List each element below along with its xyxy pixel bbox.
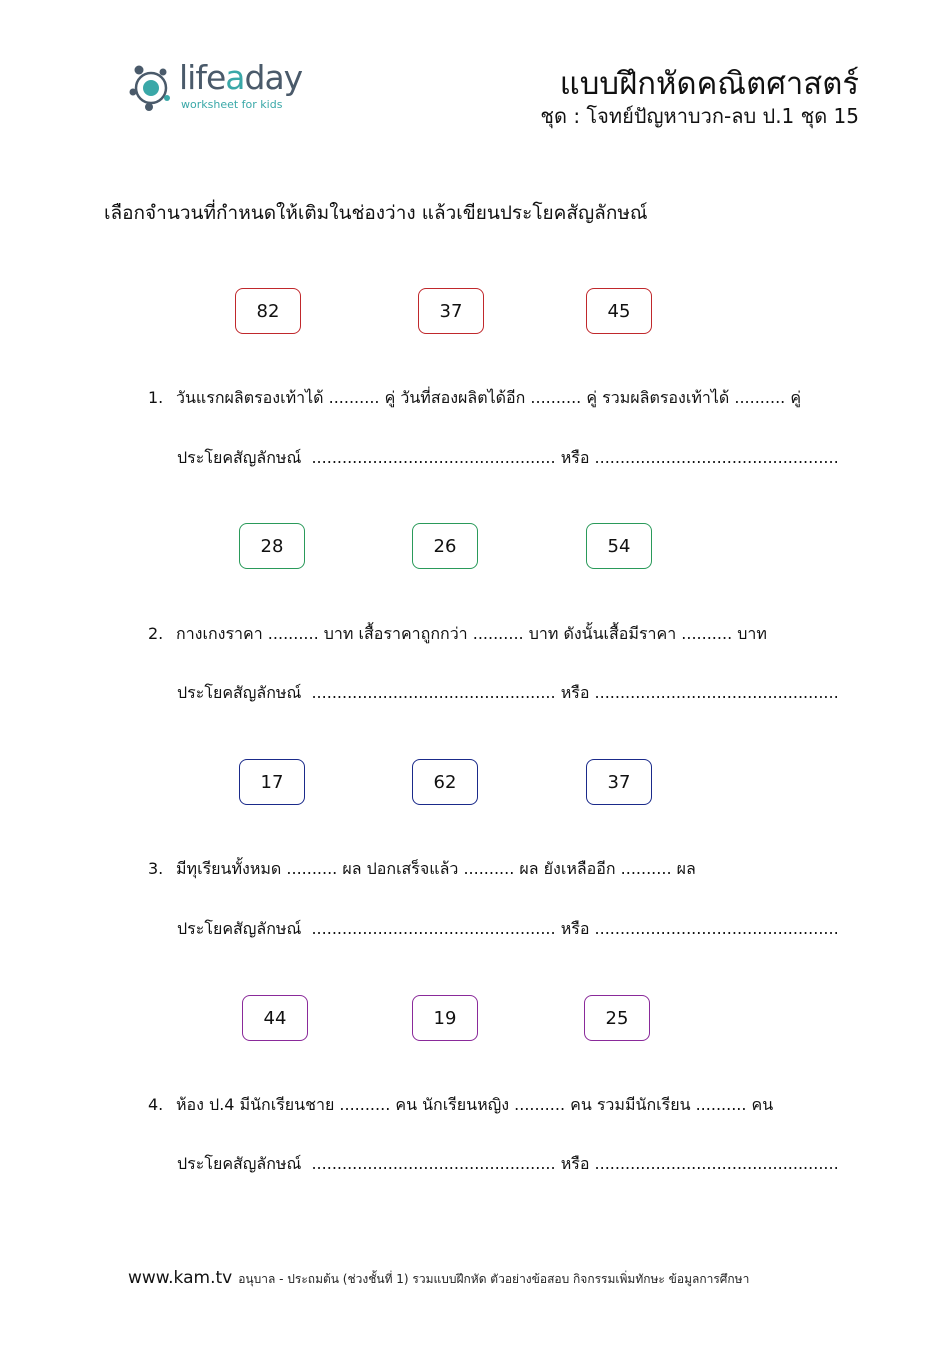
answer-blank: ................................................ (311, 1154, 556, 1173)
number-box: 54 (586, 523, 652, 569)
answer-blank: ................................................ (594, 448, 839, 467)
answer-blank: ................................................ (594, 1154, 839, 1173)
or-label: หรือ (560, 1154, 590, 1173)
number-box: 82 (235, 288, 301, 334)
answer-blank: ................................................ (311, 919, 556, 938)
question-number: 3. (148, 859, 164, 878)
logo-wordmark: lifeaday (179, 58, 303, 97)
question-1 (148, 386, 801, 411)
sentence-line-4 (177, 1152, 839, 1177)
number-box: 28 (239, 523, 305, 569)
sentence-line-3 (177, 917, 839, 942)
footer-description: อนุบาล - ประถมต้น (ช่วงชั้นที่ 1) รวมแบบฝึกหัด ตัวอย่างข้อสอบ กิจกรรมเพิ่มทักษะ ข้อมูลการศึกษา (238, 1272, 750, 1286)
answer-blank: ................................................ (311, 683, 556, 702)
or-label: หรือ (560, 448, 590, 467)
sentence-line-2 (177, 681, 839, 706)
question-text: กางเกงราคา .......... บาท เสื้อราคาถูกกว่า .......... บาท ดังนั้นเสื้อมีราคา .......... บาท (176, 624, 767, 643)
sentence-label: ประโยคสัญลักษณ์ (177, 1154, 302, 1173)
question-number: 4. (148, 1095, 164, 1114)
question-2 (148, 622, 767, 647)
question-text: มีทุเรียนทั้งหมด .......... ผล ปอกเสร็จแล้ว .......... ผล ยังเหลืออีก .......... ผล (176, 859, 696, 878)
number-box: 37 (418, 288, 484, 334)
molecule-logo-icon (127, 62, 177, 114)
question-number: 1. (148, 388, 164, 407)
footer-site-link[interactable]: www.kam.tv (128, 1268, 233, 1288)
question-3 (148, 857, 696, 882)
question-text: ห้อง ป.4 มีนักเรียนชาย .......... คน นักเรียนหญิง .......... คน รวมมีนักเรียน .......... คน (176, 1095, 774, 1114)
number-box: 25 (584, 995, 650, 1041)
question-number: 2. (148, 624, 164, 643)
answer-blank: ................................................ (311, 448, 556, 467)
footer (128, 1268, 749, 1289)
question-4 (148, 1093, 773, 1118)
logo-tagline: worksheet for kids (181, 98, 283, 111)
sentence-label: ประโยคสัญลักษณ์ (177, 683, 302, 702)
answer-blank: ................................................ (594, 919, 839, 938)
or-label: หรือ (560, 683, 590, 702)
number-box: 19 (412, 995, 478, 1041)
lifeaday-logo (127, 58, 317, 118)
number-box: 37 (586, 759, 652, 805)
instruction-text: เลือกจำนวนที่กำหนดให้เติมในช่องว่าง แล้วเขียนประโยคสัญลักษณ์ (104, 202, 648, 224)
answer-blank: ................................................ (594, 683, 839, 702)
or-label: หรือ (560, 919, 590, 938)
number-box: 62 (412, 759, 478, 805)
number-box: 44 (242, 995, 308, 1041)
number-box: 26 (412, 523, 478, 569)
question-text: วันแรกผลิตรองเท้าได้ .......... คู่ วันที่สองผลิตได้อีก .......... คู่ รวมผลิตรองเท้าได้ .......... คู่ (176, 388, 802, 407)
worksheet-subtitle: ชุด : โจทย์ปัญหาบวก-ลบ ป.1 ชุด 15 (540, 104, 859, 128)
sentence-label: ประโยคสัญลักษณ์ (177, 448, 302, 467)
worksheet-title: แบบฝึกหัดคณิตศาสตร์ (559, 66, 859, 102)
number-box: 17 (239, 759, 305, 805)
number-box: 45 (586, 288, 652, 334)
sentence-label: ประโยคสัญลักษณ์ (177, 919, 302, 938)
sentence-line-1 (177, 446, 839, 471)
